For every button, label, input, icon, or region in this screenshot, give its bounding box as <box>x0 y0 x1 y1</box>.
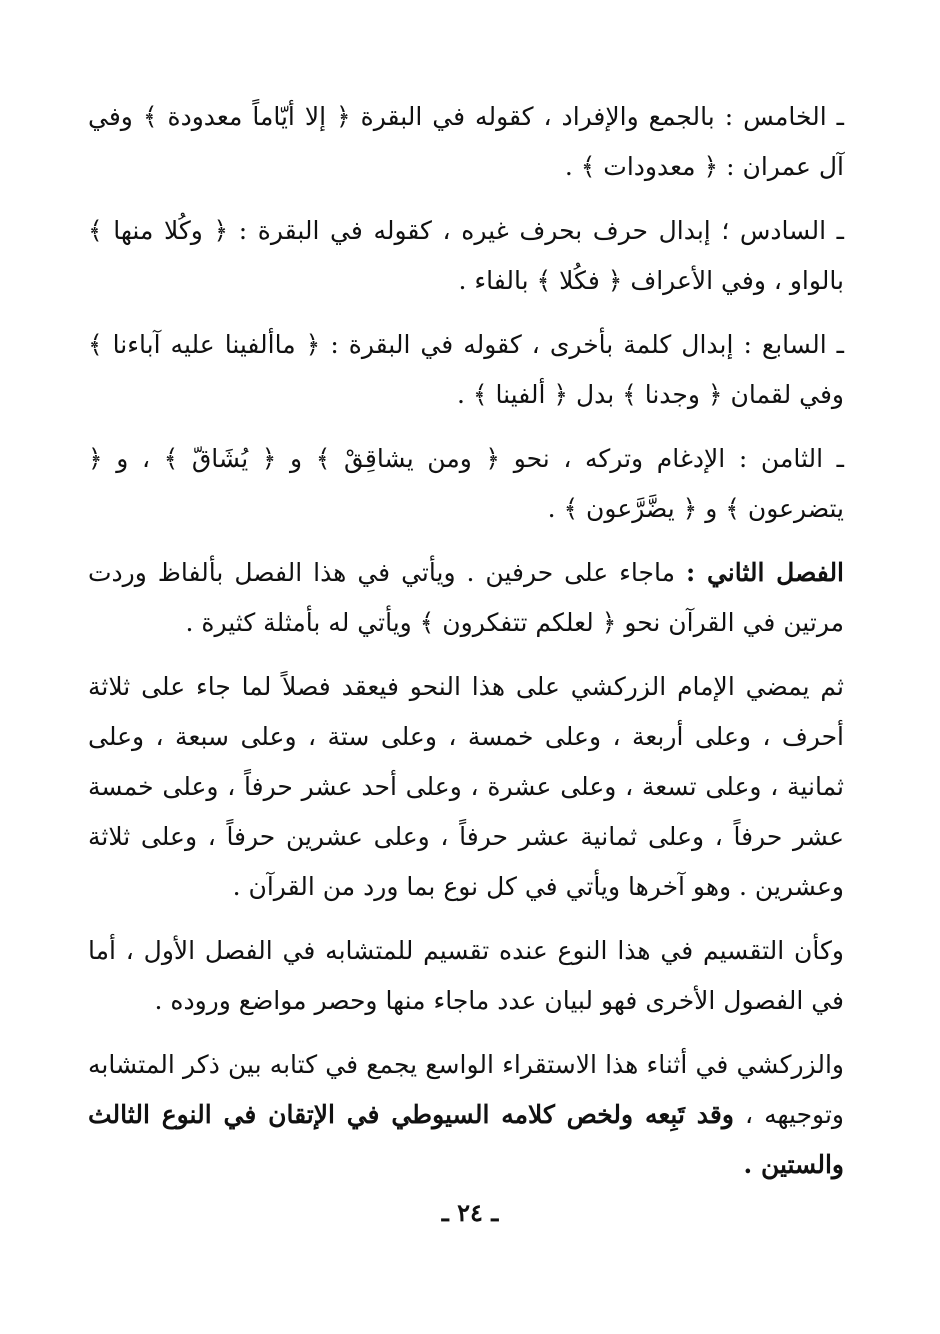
chapter-heading: الفصل الثاني : <box>685 558 845 587</box>
paragraph-seventh: ـ السابع : إبدال كلمة بأخرى ، كقوله في البقرة : ﴿ ماألفينا عليه آباءنا ﴾ وفي لقمان ﴿ وجدنا ﴾ بدل ﴿ ألفينا ﴾ . <box>88 330 844 409</box>
paragraph-conclusion <box>88 1040 844 1190</box>
chapter-body: ماجاء على حرفين . ويأتي في هذا الفصل بألفاظ وردت مرتين في القرآن نحو ﴿ لعلكم تتفكرون ﴾ ويأتي له بأمثلة كثيرة . <box>88 558 844 637</box>
paragraph-zarkashi-sections: ثم يمضي الإمام الزركشي على هذا النحو فيعقد فصلاً لما جاء على ثلاثة أحرف ، وعلى أربعة ، وعلى خمسة ، وعلى ستة ، وعلى سبعة ، وعلى ثمانية ، وعلى تسعة ، وعلى عشرة ، وعلى أحد عشر حرفاً ، وعلى خمسة عشر حرفاً ، وعلى ثمانية عشر حرفاً ، وعلى عشرين حرفاً ، وعلى ثلاثة وعشرين . وهو آخرها ويأتي في كل نوع بما ورد من القرآن . <box>88 672 844 901</box>
paragraph-eighth: ـ الثامن : الإدغام وتركه ، نحو ﴿ ومن يشاقِقْ ﴾ و ﴿ يُشَاقّ ﴾ ، و ﴿ يتضرعون ﴾ و ﴿ يضَّرَّعون ﴾ . <box>88 444 844 523</box>
paragraph-second-chapter <box>88 548 844 648</box>
paragraph-sixth: ـ السادس ؛ إبدال حرف بحرف غيره ، كقوله في البقرة : ﴿ وكُلا منها ﴾ بالواو ، وفي الأعراف ﴿ فكُلا ﴾ بالفاء . <box>88 216 844 295</box>
page-body <box>88 92 844 1204</box>
page-number: ـ ٢٤ ـ <box>441 1198 499 1227</box>
paragraph-division: وكأن التقسيم في هذا النوع عنده تقسيم للمتشابه في الفصل الأول ، أما في الفصول الأخرى فهو لبيان عدد ماجاء منها وحصر مواضع وروده . <box>88 936 844 1015</box>
conclusion-bold-text: وقد تَبِعه ولخص كلامه السيوطي في الإتقان في النوع الثالث والستين . <box>88 1100 844 1179</box>
paragraph-fifth: ـ الخامس : بالجمع والإفراد ، كقوله في البقرة ﴿ إلا أيّاماً معدودة ﴾ وفي آل عمران : ﴿ معدودات ﴾ . <box>88 102 844 181</box>
conclusion-text: والزركشي في أثناء هذا الاستقراء الواسع يجمع في كتابه بين ذكر المتشابه وتوجيهه ، <box>88 1050 844 1129</box>
